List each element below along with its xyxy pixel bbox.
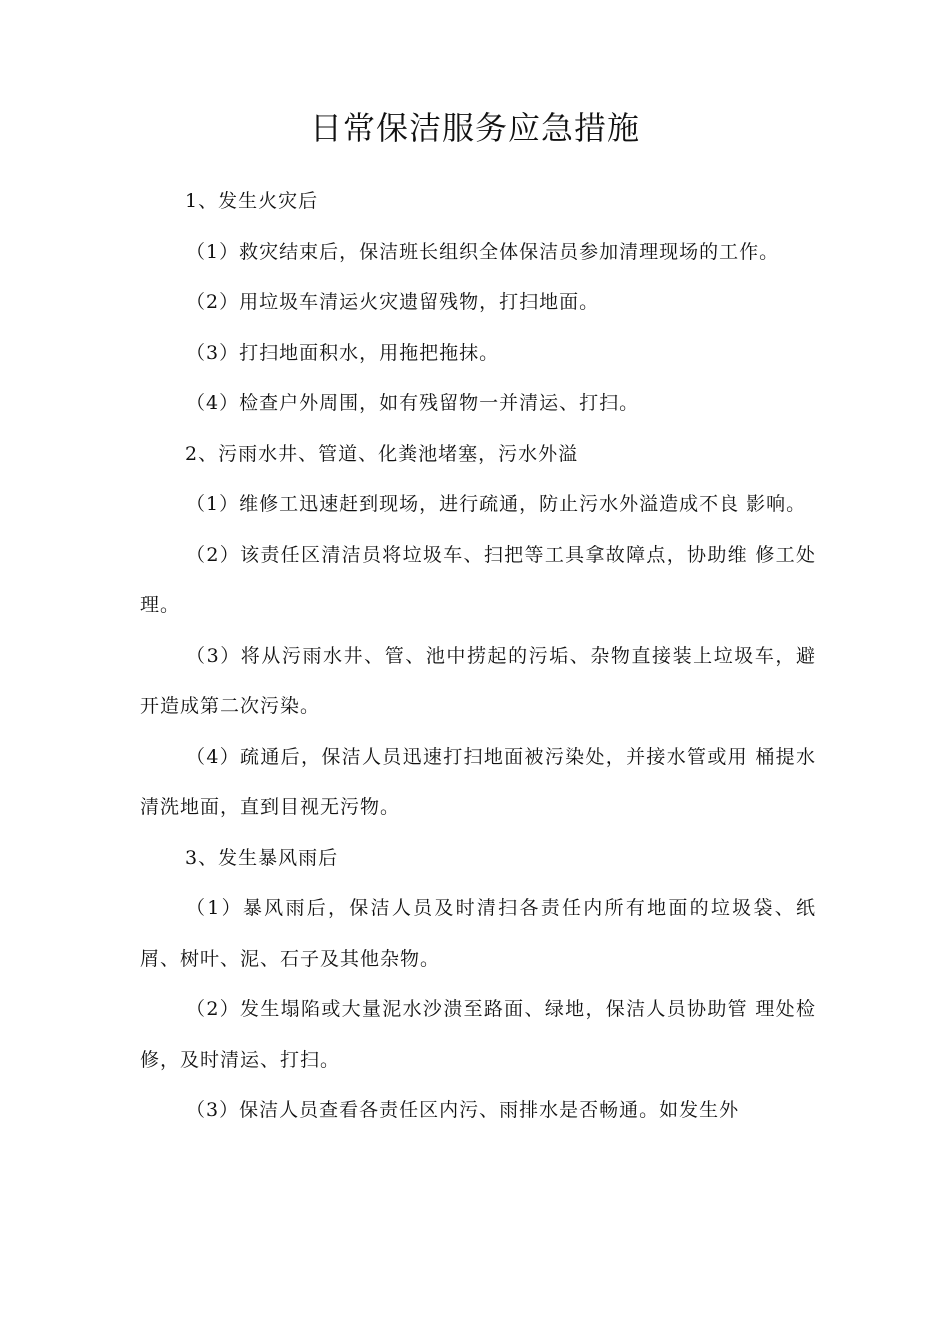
section-heading-sewage: 2、污雨水井、管道、化粪池堵塞，污水外溢 xyxy=(185,442,579,465)
paragraph: （2）该责任区清洁员将垃圾车、扫把等工具拿故障点，协助维 修工处理。 xyxy=(140,543,816,616)
paragraph: （1）暴风雨后，保洁人员及时清扫各责任内所有地面的垃圾袋、纸屑、树叶、泥、石子及其他杂物。 xyxy=(140,897,816,970)
paragraph: （4）疏通后，保洁人员迅速打扫地面被污染处，并接水管或用 桶提水清洗地面，直到目视无污物。 xyxy=(140,745,816,818)
paragraph: （2）发生塌陷或大量泥水沙溃至路面、绿地，保洁人员协助管 理处检修，及时清运、打扫。 xyxy=(140,998,816,1071)
section-heading-storm: 3、发生暴风雨后 xyxy=(185,846,339,869)
section-heading-fire: 1、发生火灾后 xyxy=(185,190,319,212)
document-title: 日常保洁服务应急措施 xyxy=(309,109,640,147)
paragraph: （4）检查户外周围，如有残留物一并清运、打扫。 xyxy=(186,392,640,414)
paragraph: （1）维修工迅速赶到现场，进行疏通，防止污水外溢造成不良 影响。 xyxy=(186,493,807,515)
paragraph: （1）救灾结束后，保洁班长组织全体保洁员参加清理现场的工作。 xyxy=(186,240,780,263)
document-body xyxy=(140,176,816,1136)
paragraph: （3）将从污雨水井、管、池中捞起的污垢、杂物直接装上垃圾车，避开造成第二次污染。 xyxy=(140,644,816,717)
paragraph: （3）打扫地面积水，用拖把拖抹。 xyxy=(186,341,500,364)
paragraph: （3）保洁人员查看各责任区内污、雨排水是否畅通。如发生外 xyxy=(186,1099,740,1121)
paragraph: （2）用垃圾车清运火灾遗留残物，打扫地面。 xyxy=(186,291,600,313)
